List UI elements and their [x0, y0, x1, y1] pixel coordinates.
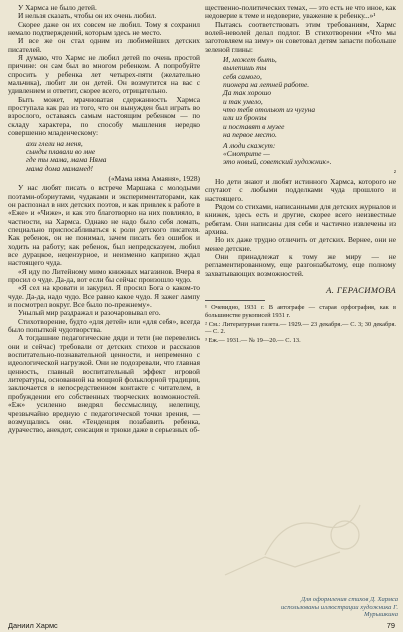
verse-line: пионера на летней работе. — [223, 80, 310, 90]
verse-line: ахи глели на меня, — [26, 138, 83, 148]
paragraph: И все же он стал одним из любимейших детских писателей. — [8, 36, 200, 54]
paragraph: Но дети знают и любят истинного Хармса, которого не спутают с любыми подделками чуда прошлого и настоящего. — [205, 176, 396, 203]
verse-line: и так умело, — [223, 96, 263, 106]
footnote: ¹ Очевидно, 1931 г. В автографе — старая орфография, как в большинстве рукописей 1931 г. — [205, 304, 396, 319]
verse-line: «Смотрите — — [223, 148, 270, 158]
left-column — [8, 4, 200, 435]
paragraph: А тогдашние педагогические дяди и тети (не перевелись они и сейчас) требовали от детских стихов и рассказов воспитательно-познавательной ценности, и непременно с идеологической нагрузкой. Они не подозревали, что главная ценность, главный воспитательный эффект игровой литературы, основанной на мощной фольклорной традиции, заключается в непосредственном контакте с читателем, в пробуждении его собственных творческих возможностей. «Еж» усиленно внедрял бессмыслицу, нелепицу, чрезвычайно вредную с педагогической точки зрения, — возмущались они. «Тенденция позабавить ребенка, дурачество, анекдот, сенсация и трюки даже в серьезных об- — [8, 333, 200, 435]
poem-source: («Мама няма Амаяня», 1928) — [108, 173, 200, 183]
paragraph: Но их даже трудно отличить от детских. Вернее, они не менее детские. — [205, 235, 396, 253]
verse-line: где ты мама, мама Няма — [26, 155, 107, 165]
verse-line: Да так хорошо — [223, 88, 272, 98]
running-footer-author: Даниил Хармс — [8, 621, 58, 630]
poem-quote — [223, 56, 396, 139]
footnote-divider — [205, 300, 265, 301]
footnote: ² См.: Литературная газета.— 1929.— 23 декабря.— С. 3; 30 декабря.— С. 2. — [205, 320, 396, 335]
paragraph: И нельзя сказать, чтобы он их очень любил. — [18, 11, 157, 21]
verse-line: вылепишь ты — [223, 63, 267, 73]
page-number: 79 — [386, 621, 395, 630]
verse-line: на первое место. — [223, 130, 277, 140]
verse-line: мама дома мамамед! — [26, 163, 93, 173]
paragraph: «Я иду по Литейному мимо книжных магазинов. Вчера я просил о чуде. Да-да, вот если бы сейчас произошло чудо. — [8, 266, 200, 284]
verse-line: И, может быть, — [223, 55, 277, 65]
author-signature: А. ГЕРАСИМОВА — [326, 285, 396, 295]
illustration-caption: Для оформления стихов Д. Хармса использованы иллюстрации художника Г. Мурышкина — [280, 596, 398, 619]
verse-line: и поставят в музее — [223, 121, 285, 131]
verse-line: сынды плавали во мне — [26, 146, 96, 156]
verse-line: это новый, советский художник». — [223, 157, 332, 167]
verse-line: себя самого, — [223, 71, 262, 81]
poem-quote — [223, 142, 396, 167]
page-footer — [0, 620, 403, 632]
paragraph: У Хармса не было детей. — [18, 3, 97, 12]
verse-line: что тебя отольют из чугуна — [223, 105, 316, 115]
paragraph: Скорее даже он их совсем не любил. Тому я сохранил немало подтверждений, которым здесь не место. — [8, 19, 200, 38]
right-column — [205, 4, 396, 346]
paragraph: Стихотворение, будто «для детей» или «для себя», всегда было попыткой чудотворства. — [8, 316, 200, 335]
paragraph: Они принадлежат к тому же миру — не регламентированному, еще разгонзабытому, еще полному захватывающих возможностей. — [205, 251, 396, 278]
paragraph: Я думаю, что Хармс не любил детей по очень простой причине: он сам был во многом ребенком. А попробуйте спросить у ребенка лет четырех-пяти (желательно мальчика), любит ли он детей. Он возмутится на вас с удивлением и ответит, скорее всего, отрицательно. — [8, 53, 200, 96]
paragraph: У нас любят писать о встрече Маршака с молодыми поэтами-обэриутами, чудаками и экспериментаторами, как он распознал в них детских поэтов, и как привлек к работе в «Еже» и «Чиже», и как это благотворно на них повлияло, в частности, на Хармса. Однако не надо было себя ломать, специально приспосабливаться к роли детского писателя. Как ребенок, он не понимал, зачем писать без ошибок и ходить на работу; как ребенок, был непредсказуем, любил все дурацкое, нецензурное, и неизменно капризно ждал настоящего чуда. — [8, 183, 200, 268]
faded-illustration — [205, 405, 396, 590]
footnote: ³ Еж.— 1931.— № 19—20.— С. 13. — [205, 337, 301, 345]
poem-source-note: ² — [393, 167, 396, 177]
paragraph: Пытаясь соответствовать этим требованиям, Хармс волей-неволей делал подлог. В стихотворении «Что мы заготовляем на зиму» он советовал детям запасти побольше зеленой глины: — [205, 19, 396, 54]
paragraph: «Я сел на кровати и закурил. Я просил Бога о каком-то чуде. Да-да, надо чудо. Все равно какое чудо. Я зажег лампу и посмотрел вокруг. Все было по-прежнему». — [8, 283, 200, 310]
poem-quote — [26, 140, 200, 173]
paragraph: Рядом со стихами, написанными для детских журналов и книжек, здесь есть и другие, скорее всего неизвестные ребятам. Они написаны для себя и частично извлечены из архива. — [205, 201, 396, 236]
paragraph: Унылый мир раздражал и разочаровывал его. — [18, 308, 161, 318]
verse-line: или из бронзы — [223, 113, 267, 123]
paragraph: щественно-политических темах, — это есть не что иное, как недоверие к теме и недоверие, уважение к ребенку...»¹ — [205, 3, 396, 21]
verse-line: А люди скажут: — [223, 140, 276, 150]
paragraph: Быть может, мрачноватая сдержанность Хармса проступала как раз из того, что он вынужден был играть во взрослого, оставаясь самым настоящим ребенком — по складу характера, по способу мышления нередко совершенно младенческому: — [8, 94, 200, 138]
